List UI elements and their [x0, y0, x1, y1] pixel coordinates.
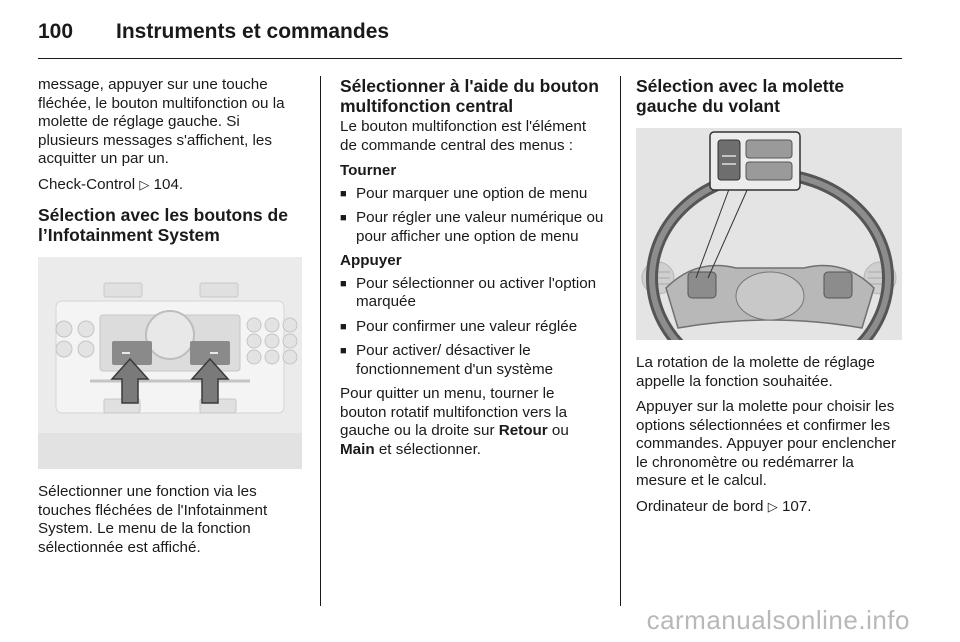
page-title: Instruments et commandes	[116, 20, 390, 43]
list-item: ■ Pour activer/ désactiver le fonctionnement d'un système	[340, 342, 604, 379]
retour-term: Retour	[498, 422, 548, 439]
computer-page: 107.	[781, 497, 812, 515]
check-control-label: Check-Control	[38, 175, 136, 193]
column-1	[38, 76, 302, 564]
list-item: ■ Pour régler une valeur numérique ou pour afficher une option de menu	[340, 209, 604, 246]
intro-paragraph: message, appuyer sur une touche fléchée, le bouton multifonction ou la molette de réglage gauche. Si plusieurs messages s'affichent, les acquitter un par un.	[38, 76, 285, 167]
steering-wheel-illustration	[636, 128, 902, 340]
page-reference-arrow-icon: ▷	[139, 177, 150, 193]
main-term: Main	[340, 440, 375, 458]
list-item: ■ Pour sélectionner ou activer l'option marquée	[340, 275, 604, 312]
column-3	[636, 76, 902, 524]
check-control-page: 104.	[153, 175, 184, 193]
exit-menu-paragraph	[340, 385, 604, 459]
press-label: Appuyer	[340, 252, 402, 269]
ou-text: ou	[551, 422, 569, 439]
exit-menu-text: Pour quitter un menu, tourner le bouton rotatif multifonction vers la gauche ou la droite sur	[340, 385, 568, 439]
page-reference-arrow-icon: ▷	[767, 499, 778, 515]
page-number: 100	[38, 20, 74, 43]
figure-caption-infotainment: Sélectionner une fonction via les touches fléchées de l'Infotainment System. Le menu de la fonction sélectionnée est affiché.	[38, 483, 268, 556]
computer-ref[interactable]	[636, 498, 902, 518]
exit-menu-end: et sélectionner.	[378, 440, 482, 458]
page-header	[38, 20, 389, 50]
section-heading-steering-wheel: Sélection avec la molette gauche du volant	[636, 76, 845, 116]
check-control-ref[interactable]	[38, 176, 302, 196]
press-list	[340, 275, 604, 380]
column-2	[340, 76, 604, 466]
watermark: carmanualsonline.info	[646, 605, 910, 635]
steering-wheel-p2: Appuyer sur la molette pour choisir les options sélectionnées et confirmer les commandes. Appuyer pour enclencher le chronomètre ou redémarrer la mesure et le calcul.	[636, 398, 897, 489]
section-heading-infotainment: Sélection avec les boutons de l’Infotainment System	[38, 205, 288, 245]
turn-label: Tourner	[340, 162, 397, 179]
infotainment-panel-illustration	[38, 257, 302, 469]
header-divider	[38, 58, 902, 59]
column-divider-1	[320, 76, 321, 606]
list-item: ■ Pour confirmer une valeur réglée	[340, 318, 604, 337]
list-item: ■ Pour marquer une option de menu	[340, 185, 604, 204]
column-divider-2	[620, 76, 621, 606]
computer-label: Ordinateur de bord	[636, 497, 764, 515]
section-heading-multifunction: Sélectionner à l'aide du bouton multifonction central	[340, 76, 599, 116]
multifunction-intro: Le bouton multifonction est l'élément de commande central des menus :	[340, 118, 587, 154]
steering-wheel-p1: La rotation de la molette de réglage appelle la fonction souhaitée.	[636, 354, 875, 390]
turn-list	[340, 185, 604, 247]
